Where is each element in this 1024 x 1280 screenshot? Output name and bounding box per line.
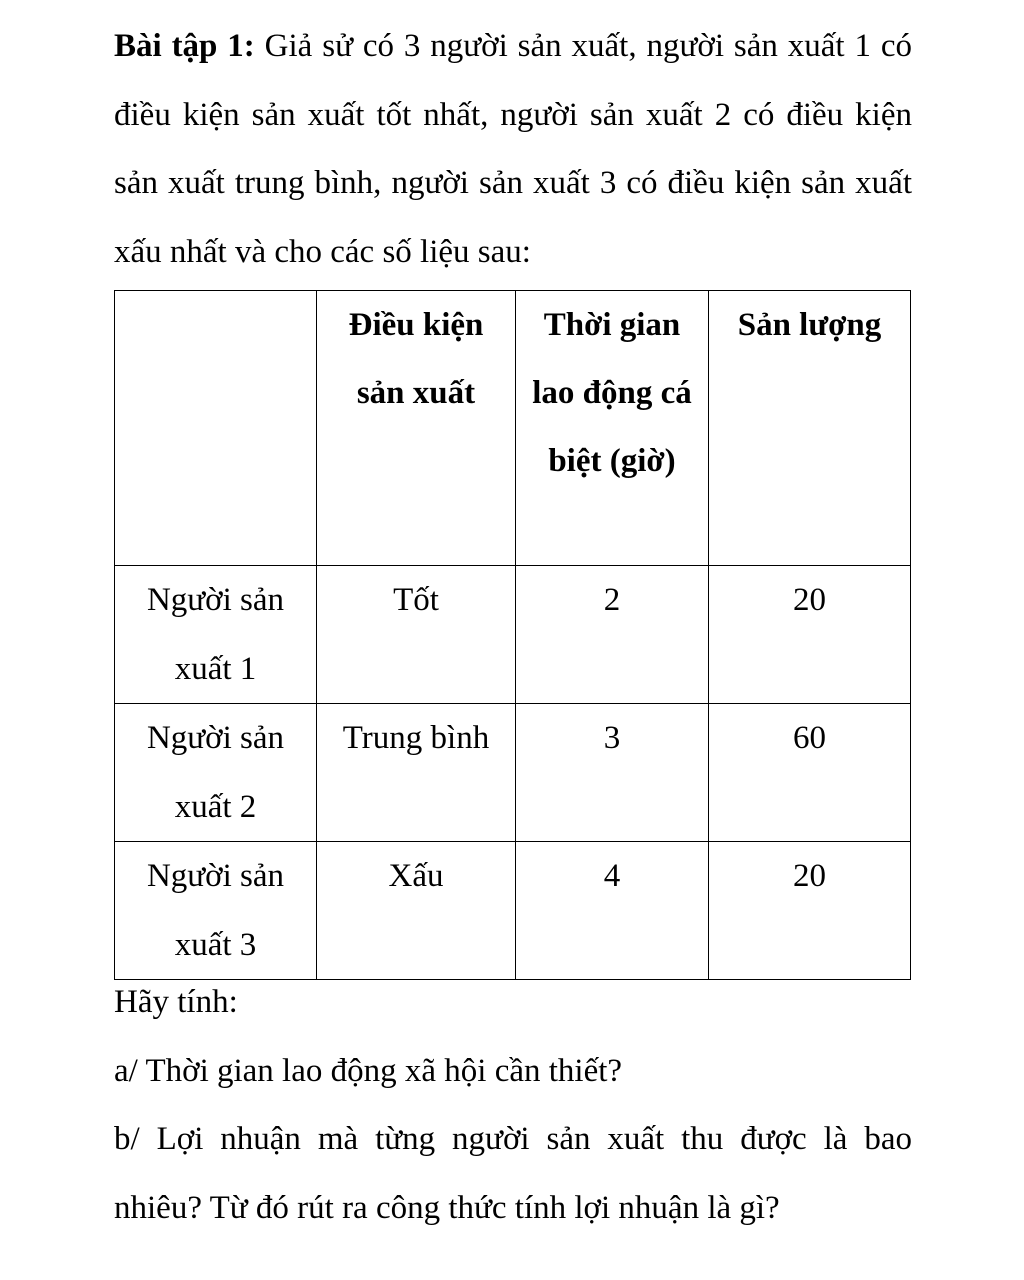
exercise-label: Bài tập 1: xyxy=(114,28,255,64)
producer-name-cell: Người sản xuất 3 xyxy=(115,842,317,980)
labor-time-cell: 2 xyxy=(516,566,709,704)
condition-cell: Tốt xyxy=(317,566,516,704)
question-b: b/ Lợi nhuận mà từng người sản xuất thu được là bao nhiêu? Từ đó rút ra công thức tính lợi nhuận là gì? xyxy=(114,1121,912,1226)
table-row xyxy=(115,704,911,842)
exercise-intro-text: Giả sử có 3 người sản xuất, người sản xuất 1 có điều kiện sản xuất tốt nhất, người sản xuất 2 có điều kiện sản xuất trung bình, người sản xuất 3 có điều kiện sản xuất xấu nhất và cho các số liệu sau: xyxy=(114,28,912,270)
output-cell: 20 xyxy=(709,566,911,704)
output-cell: 60 xyxy=(709,704,911,842)
table-row xyxy=(115,842,911,980)
labor-time-cell: 4 xyxy=(516,842,709,980)
table-row xyxy=(115,566,911,704)
question-a: a/ Thời gian lao động xã hội cần thiết? xyxy=(114,1052,623,1089)
header-cell-labor-time: Thời gian lao động cá biệt (giờ) xyxy=(516,291,709,566)
questions-prompt: Hãy tính: xyxy=(114,984,238,1020)
header-cell-empty xyxy=(115,291,317,566)
header-cell-output: Sản lượng xyxy=(709,291,911,566)
output-cell: 20 xyxy=(709,842,911,980)
labor-time-cell: 3 xyxy=(516,704,709,842)
exercise-page xyxy=(114,0,912,286)
condition-cell: Xấu xyxy=(317,842,516,980)
producer-name-cell: Người sản xuất 1 xyxy=(115,566,317,704)
questions-section xyxy=(114,968,912,1242)
condition-cell: Trung bình xyxy=(317,704,516,842)
producer-name-cell: Người sản xuất 2 xyxy=(115,704,317,842)
production-data-table xyxy=(114,290,911,980)
header-cell-condition: Điều kiện sản xuất xyxy=(317,291,516,566)
table-header-row xyxy=(115,291,911,566)
exercise-intro-paragraph xyxy=(114,0,912,286)
